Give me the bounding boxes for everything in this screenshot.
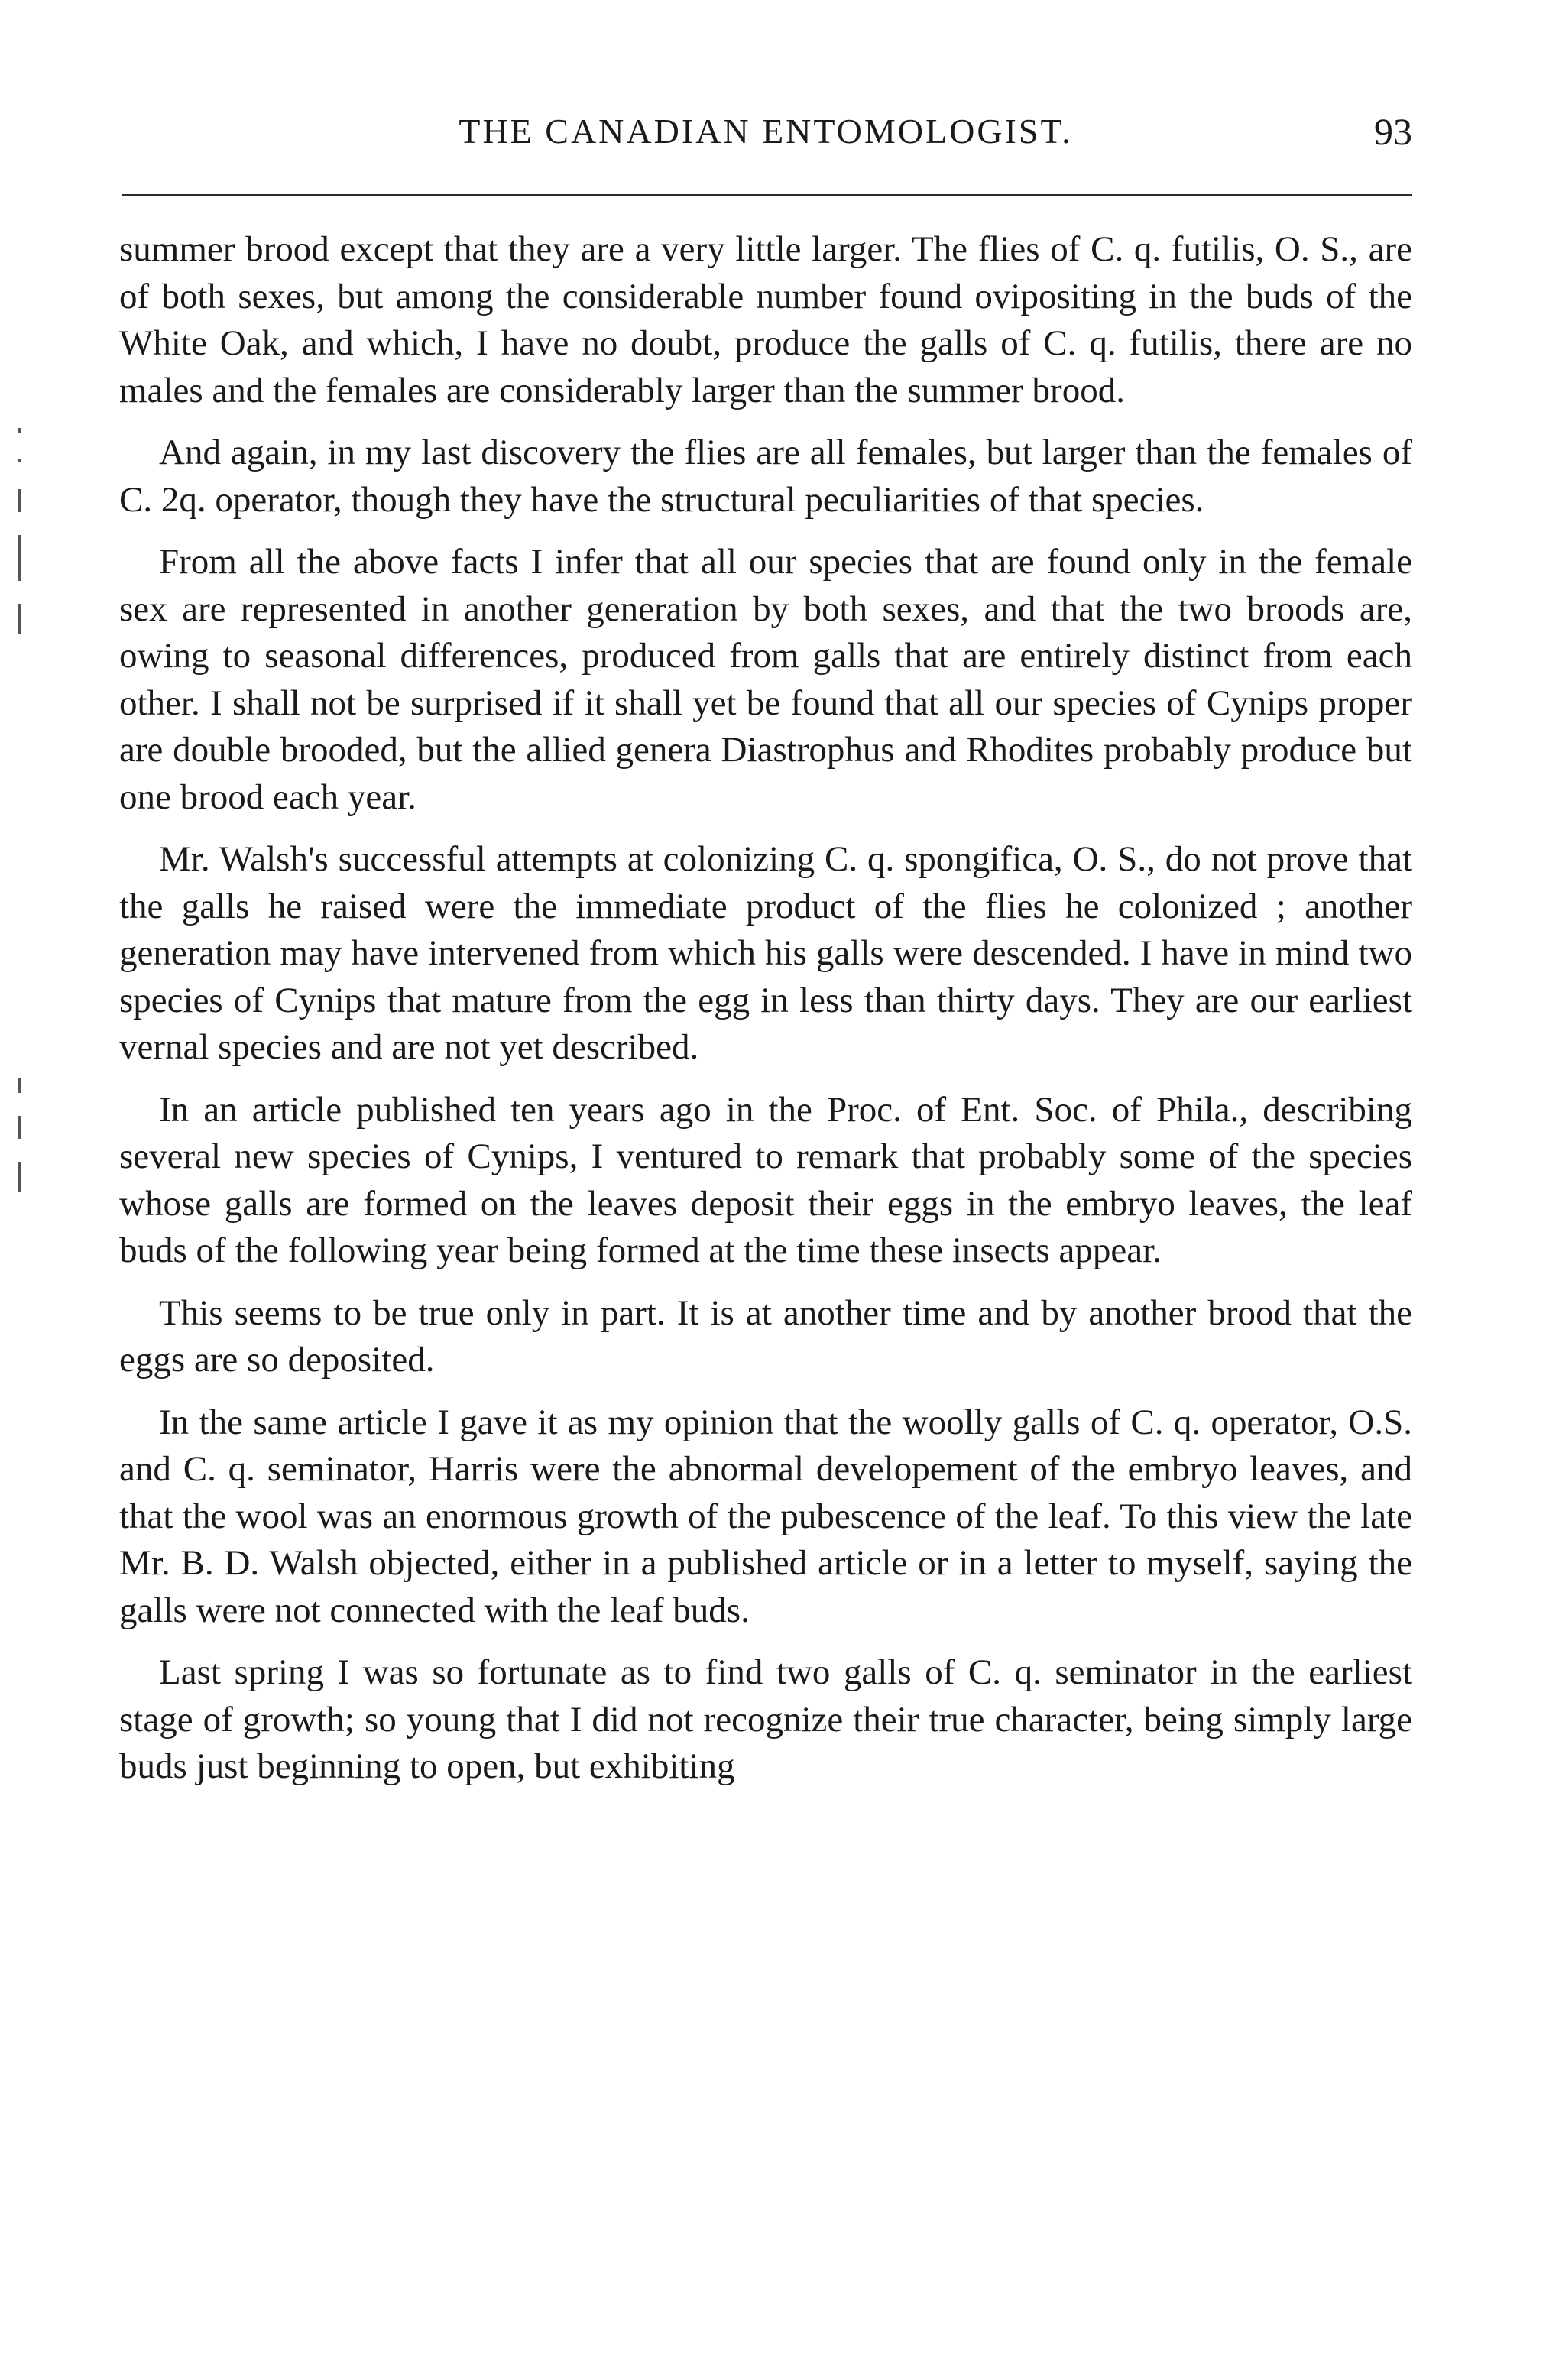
page-number: 93 bbox=[1374, 110, 1412, 153]
header-rule bbox=[122, 194, 1412, 196]
paragraph: From all the above facts I infer that all our species that are found only in the female sex are represented in another generation by both sexes, and that the two broods are, owing to seasonal differences, produced from galls that are entirely distinct from each other. I shall not be surprised if it shall yet be found that all our species of Cynips proper are double brooded, but the allied genera Diastrophus and Rhodites probably produce but one brood each year. bbox=[119, 542, 1412, 817]
paragraph: In the same article I gave it as my opinion that the woolly galls of C. q. operator, O.S. and C. q. seminator, Harris were the abnormal developement of the embryo leaves, and that the wool was an enormous growth of the pubescence of the leaf. To this view the late Mr. B. D. Walsh objected, either in a published article or in a letter to myself, saying the galls were not connected with the leaf buds. bbox=[119, 1402, 1412, 1630]
body-text bbox=[119, 226, 1412, 1806]
paragraph: This seems to be true only in part. It is at another time and by another brood that the eggs are so deposited. bbox=[119, 1292, 1412, 1380]
paragraph: Last spring I was so fortunate as to find two galls of C. q. seminator in the earliest stage of growth; so young that I did not recognize their true character, being simply large buds just beginning to open, but exhibiting bbox=[119, 1652, 1412, 1786]
paragraph: Mr. Walsh's successful attempts at colonizing C. q. spongifica, O. S., do not prove that the galls he raised were the immediate product of the flies he colonized ; another generation may have intervened from which his galls were descended. I have in mind two species of Cynips that mature from the egg in less than thirty days. They are our earliest vernal species and are not yet described. bbox=[119, 839, 1412, 1067]
paragraph: And again, in my last discovery the flies are all females, but larger than the females of C. 2q. operator, though they have the structural peculiarities of that species. bbox=[119, 433, 1412, 520]
paragraph: summer brood except that they are a very little larger. The flies of C. q. futilis, O. S., are of both sexes, but among the considerable number found ovipositing in the buds of the White Oak, and which, I have no doubt, produce the galls of C. q. futilis, there are no males and the females are considerably larger than the summer brood. bbox=[119, 229, 1412, 410]
running-title: THE CANADIAN ENTOMOLOGIST. bbox=[459, 112, 1073, 151]
running-head bbox=[119, 109, 1412, 162]
paragraph: In an article published ten years ago in the Proc. of Ent. Soc. of Phila., describing several new species of Cynips, I ventured to remark that probably some of the species whose galls are formed on the leaves deposit their eggs in the embryo leaves, the leaf buds of the following year being formed at the time these insects appear. bbox=[119, 1089, 1412, 1270]
margin-scan-marks bbox=[3, 0, 49, 2380]
